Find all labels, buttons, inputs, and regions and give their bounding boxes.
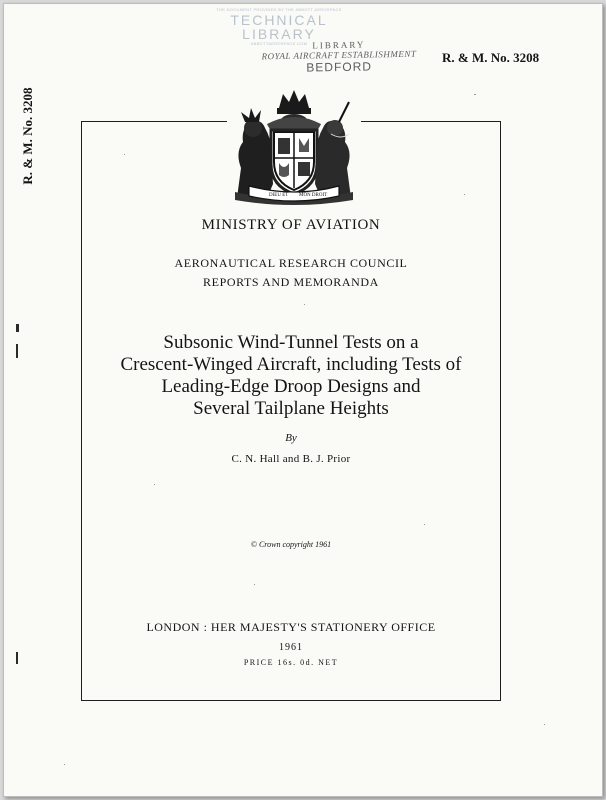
watermark-main: TECHNICAL LIBRARY: [230, 12, 328, 42]
watermark-url: ABBOTTAEROSPACE.COM: [250, 41, 308, 46]
title-line-1: Subsonic Wind-Tunnel Tests on a: [163, 332, 419, 353]
watermark-top-line: THE DOCUMENT PROVIDED BY THE ABBOTT AEROSPACE: [216, 7, 342, 12]
council-heading: [81, 254, 501, 292]
ministry-heading: MINISTRY OF AVIATION: [201, 217, 381, 233]
byline: By: [285, 432, 297, 444]
report-title: [81, 332, 501, 420]
document-page: [3, 3, 603, 797]
report-number-top: R. & M. No. 3208: [442, 50, 540, 65]
motto-left: DIEU ET: [269, 193, 289, 198]
publisher: LONDON : HER MAJESTY'S STATIONERY OFFICE: [146, 620, 436, 634]
stamp-line-3: BEDFORD: [306, 59, 373, 75]
publication-year: 1961: [279, 642, 303, 653]
title-line-3: Leading-Edge Droop Designs and: [161, 376, 421, 397]
council-line-1: AERONAUTICAL RESEARCH COUNCIL: [174, 256, 408, 270]
authors: C. N. Hall and B. J. Prior: [231, 453, 351, 465]
margin-mark: [16, 344, 18, 358]
report-number-side: R. & M. No. 3208: [20, 87, 35, 185]
motto-right: MON DROIT: [299, 193, 328, 198]
price: PRICE 16s. 0d. NET: [243, 658, 339, 667]
title-line-2: Crescent-Winged Aircraft, including Tests of: [120, 354, 462, 375]
crown-copyright: © Crown copyright 1961: [250, 540, 332, 549]
library-stamp: [234, 38, 445, 76]
margin-mark: [16, 652, 18, 664]
stamp-line-2: ROYAL AIRCRAFT ESTABLISHMENT: [261, 48, 417, 62]
technical-library-watermark: [194, 7, 364, 46]
margin-mark: [16, 324, 19, 332]
council-line-2: REPORTS AND MEMORANDA: [203, 275, 379, 289]
title-line-4: Several Tailplane Heights: [193, 398, 389, 419]
stamp-line-1: LIBRARY: [312, 39, 366, 51]
royal-coat-of-arms-icon: [227, 88, 361, 206]
